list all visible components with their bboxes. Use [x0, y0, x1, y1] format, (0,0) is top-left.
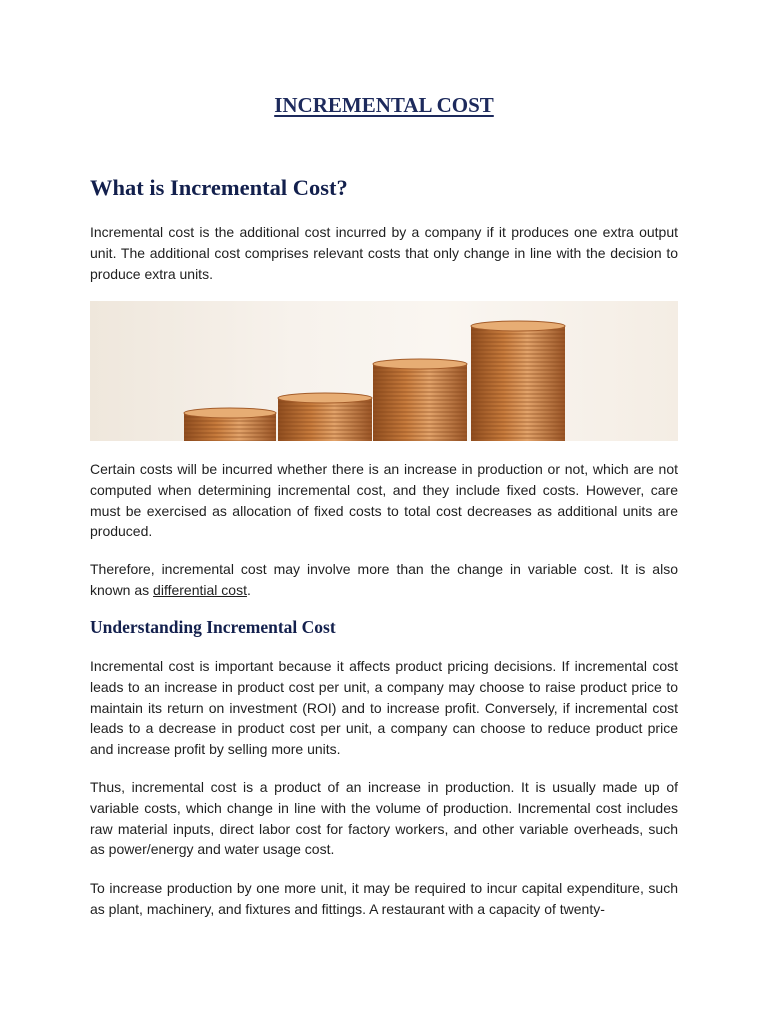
- paragraph-differential: [90, 559, 678, 601]
- coin-stacks-illustration: [90, 301, 678, 441]
- paragraph-fixed-costs: Certain costs will be incurred whether there is an increase in production or not, which are not computed when determining incremental cost, and they include fixed costs. However, care must be exercised as allocation of fixed costs to total cost decreases as additional units are produced.: [90, 461, 678, 540]
- paragraph-capital-expenditure: To increase production by one more unit, it may be required to incur capital expenditure, such as plant, machinery, and fixtures and fittings. A restaurant with a capacity of twenty-: [90, 880, 678, 917]
- coin-stack: [373, 359, 467, 441]
- differential-cost-link[interactable]: differential cost: [153, 581, 247, 598]
- section-heading-what-is: What is Incremental Cost?: [90, 175, 348, 200]
- coin-stack: [278, 393, 372, 441]
- document-title: INCREMENTAL COST: [274, 93, 494, 117]
- coin-stacks-image: [90, 301, 678, 441]
- coin-stack: [184, 408, 276, 441]
- paragraph-definition: Incremental cost is the additional cost incurred by a company if it produces one extra output unit. The additional cost comprises relevant costs that only change in line with the decision to produce extra units.: [90, 224, 678, 282]
- paragraph-differential-text: Therefore, incremental cost may involve more than the change in variable cost. It is also known as: [90, 561, 678, 598]
- paragraph-pricing: Incremental cost is important because it affects product pricing decisions. If incremental cost leads to an increase in product cost per unit, a company may choose to raise product price to maintain its return on investment (ROI) and to increase profit. Conversely, if incremental cost leads to a decrease in product cost per unit, a company can choose to reduce product price and increase profit by selling more units.: [90, 658, 678, 758]
- section-heading-understanding: Understanding Incremental Cost: [90, 617, 336, 637]
- coin-stack: [471, 321, 565, 441]
- paragraph-differential-end: .: [246, 581, 251, 598]
- paragraph-variable-costs: Thus, incremental cost is a product of an increase in production. It is usually made up of variable costs, which change in line with the volume of production. Incremental cost includes raw material inputs, direct labor cost for factory workers, and other variable overheads, such as power/energy and water usage cost.: [90, 779, 678, 858]
